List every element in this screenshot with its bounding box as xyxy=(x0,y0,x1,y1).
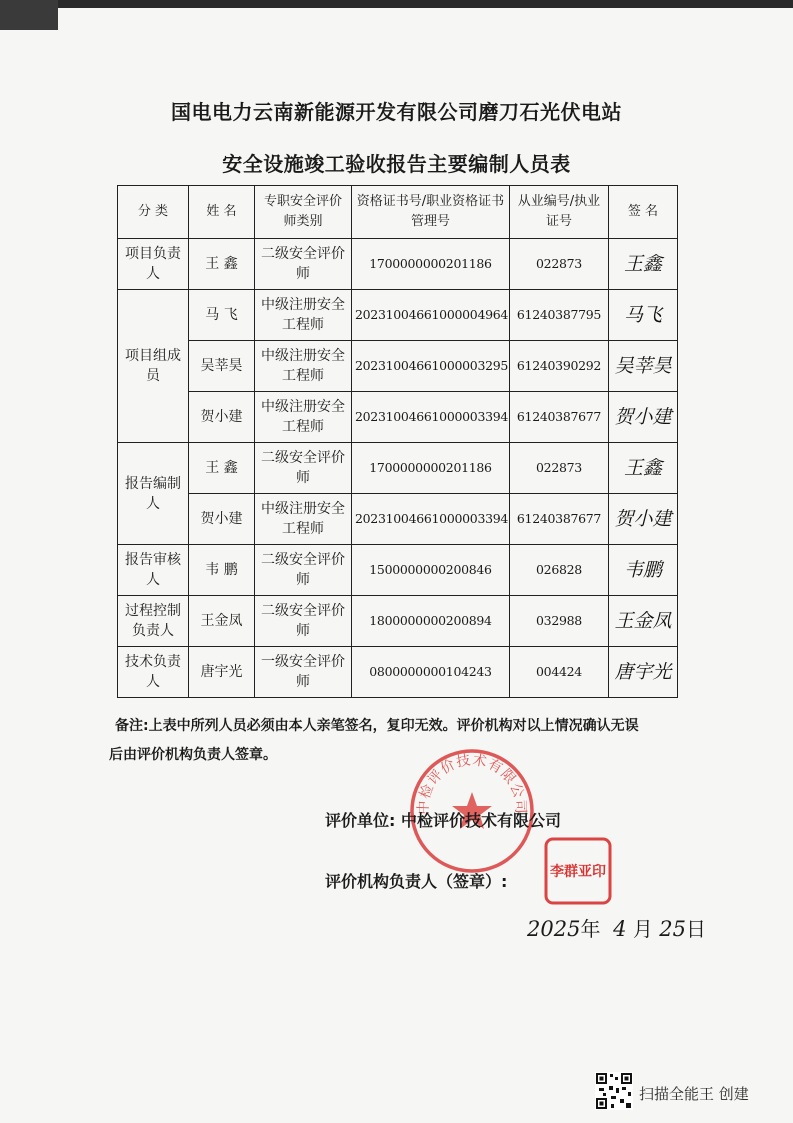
unit-label: 评价单位: xyxy=(325,811,396,830)
signature-cell: 吴莘昊 xyxy=(609,341,678,392)
category-cell: 报告编制人 xyxy=(118,443,189,545)
scan-corner-shadow xyxy=(0,0,58,30)
date-month: 4 xyxy=(613,917,627,941)
table-row xyxy=(118,494,678,545)
cert-cell: 20231004661000004964 xyxy=(352,290,510,341)
reg-cell: 032988 xyxy=(510,596,609,647)
cert-cell: 0800000000104243 xyxy=(352,647,510,698)
name-cell: 吴莘昊 xyxy=(189,341,255,392)
remark-line-1: 备注:上表中所列人员必须由本人亲笔签名，复印无效。评价机构对以上情况确认无误 xyxy=(115,718,639,734)
category-cell: 技术负责人 xyxy=(118,647,189,698)
header-cert: 资格证书号/职业资格证书管理号 xyxy=(352,186,510,239)
type-cell: 二级安全评价师 xyxy=(255,545,352,596)
evaluation-unit xyxy=(325,808,561,831)
name-cell: 马 飞 xyxy=(189,290,255,341)
signature-cell: 韦鹏 xyxy=(609,545,678,596)
type-cell: 二级安全评价师 xyxy=(255,596,352,647)
type-cell: 二级安全评价师 xyxy=(255,239,352,290)
date-month-unit: 月 xyxy=(632,917,653,941)
signature-cell: 王鑫 xyxy=(609,239,678,290)
cert-cell: 1700000000201186 xyxy=(352,239,510,290)
date-day-unit: 日 xyxy=(686,917,706,941)
table-row xyxy=(118,392,678,443)
scanner-footer-text: 扫描全能王 创建 xyxy=(639,1085,749,1103)
header-name: 姓 名 xyxy=(189,186,255,239)
date-day: 25 xyxy=(659,917,686,941)
type-cell: 中级注册安全工程师 xyxy=(255,341,352,392)
signature-cell: 王金凤 xyxy=(609,596,678,647)
table-row xyxy=(118,341,678,392)
reg-cell: 022873 xyxy=(510,239,609,290)
table-header-row xyxy=(118,186,678,239)
cert-cell: 1800000000200894 xyxy=(352,596,510,647)
date-year: 2025 xyxy=(527,917,581,941)
institution-head-label: 评价机构负责人（签章）: xyxy=(325,872,508,891)
header-type: 专职安全评价师类别 xyxy=(255,186,352,239)
reg-cell: 026828 xyxy=(510,545,609,596)
category-cell: 过程控制负责人 xyxy=(118,596,189,647)
reg-cell: 61240390292 xyxy=(510,341,609,392)
scan-edge-bar xyxy=(55,0,793,8)
table-row xyxy=(118,647,678,698)
cert-cell: 1700000000201186 xyxy=(352,443,510,494)
cert-cell: 1500000000200846 xyxy=(352,545,510,596)
header-sign: 签 名 xyxy=(609,186,678,239)
header-category: 分 类 xyxy=(118,186,189,239)
name-cell: 贺小建 xyxy=(189,392,255,443)
document-title: 国电电力云南新能源开发有限公司磨刀石光伏电站 xyxy=(171,100,622,124)
category-cell: 项目组成员 xyxy=(118,290,189,443)
table-row xyxy=(118,596,678,647)
reg-cell: 004424 xyxy=(510,647,609,698)
name-cell: 王 鑫 xyxy=(189,443,255,494)
type-cell: 中级注册安全工程师 xyxy=(255,494,352,545)
signature-cell: 贺小建 xyxy=(609,494,678,545)
name-cell: 王金凤 xyxy=(189,596,255,647)
seal-text: 中检评价技术有限公司 xyxy=(415,752,529,815)
type-cell: 中级注册安全工程师 xyxy=(255,290,352,341)
name-cell: 贺小建 xyxy=(189,494,255,545)
qr-code-icon xyxy=(595,1072,633,1110)
personal-seal xyxy=(543,836,613,906)
signature-cell: 贺小建 xyxy=(609,392,678,443)
seal-square-text: 李群亚印 xyxy=(550,864,606,880)
signature-cell: 王鑫 xyxy=(609,443,678,494)
scanner-watermark xyxy=(595,1072,785,1116)
cert-cell: 20231004661000003295 xyxy=(352,341,510,392)
cert-cell: 20231004661000003394 xyxy=(352,494,510,545)
reg-cell: 022873 xyxy=(510,443,609,494)
reg-cell: 61240387795 xyxy=(510,290,609,341)
table-row xyxy=(118,545,678,596)
table-row xyxy=(118,290,678,341)
signature-cell: 马飞 xyxy=(609,290,678,341)
remark-line-2: 后由评价机构负责人签章。 xyxy=(109,747,277,763)
unit-value: 中检评价技术有限公司 xyxy=(400,811,561,830)
cert-cell: 20231004661000003394 xyxy=(352,392,510,443)
category-cell: 项目负责人 xyxy=(118,239,189,290)
reg-cell: 61240387677 xyxy=(510,392,609,443)
reg-cell: 61240387677 xyxy=(510,494,609,545)
document-subtitle: 安全设施竣工验收报告主要编制人员表 xyxy=(222,152,571,176)
table-row xyxy=(118,239,678,290)
table-row xyxy=(118,443,678,494)
type-cell: 一级安全评价师 xyxy=(255,647,352,698)
header-reg: 从业编号/执业证号 xyxy=(510,186,609,239)
staff-table xyxy=(117,185,678,698)
signature-cell: 唐宇光 xyxy=(609,647,678,698)
signing-date xyxy=(527,913,706,942)
name-cell: 韦 鹏 xyxy=(189,545,255,596)
type-cell: 中级注册安全工程师 xyxy=(255,392,352,443)
date-year-unit: 年 xyxy=(580,917,601,941)
name-cell: 唐宇光 xyxy=(189,647,255,698)
type-cell: 二级安全评价师 xyxy=(255,443,352,494)
category-cell: 报告审核人 xyxy=(118,545,189,596)
name-cell: 王 鑫 xyxy=(189,239,255,290)
